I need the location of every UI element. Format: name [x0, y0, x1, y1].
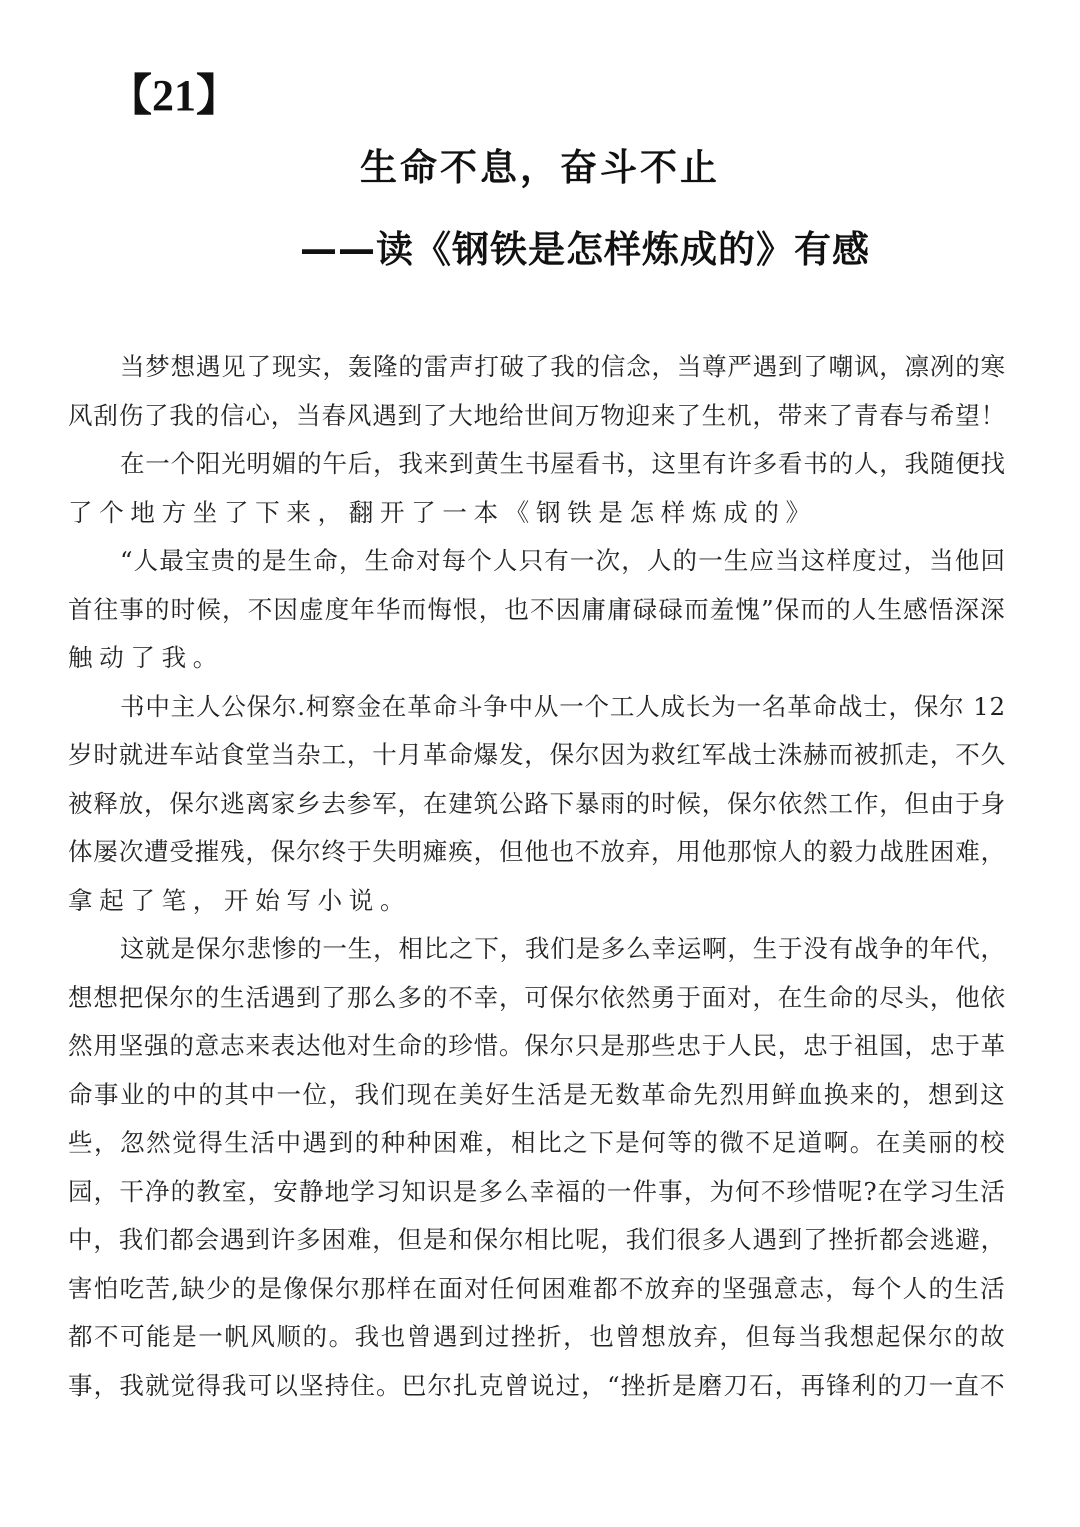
text-line: 想想把保尔的生活遇到了那么多的不幸，可保尔依然勇于面对，在生命的尽头，他依 [68, 982, 1006, 1012]
text-line: 在一个阳光明媚的午后，我来到黄生书屋看书，这里有许多看书的人，我随便找 [120, 449, 1006, 478]
text-line: 害怕吃苦,缺少的是像保尔那样在面对任何困难都不放弃的坚强意志，每个人的生活 [68, 1273, 1006, 1303]
text-line: 书中主人公保尔.柯察金在革命斗争中从一个工人成长为一名革命战士，保尔 12 [120, 691, 1006, 721]
text-line: 被释放，保尔逃离家乡去参军，在建筑公路下暴雨的时候，保尔依然工作，但由于身 [68, 788, 1006, 818]
text-line: 当梦想遇见了现实，轰隆的雷声打破了我的信念，当尊严遇到了嘲讽，凛冽的寒 [120, 352, 1006, 381]
text-line: 这就是保尔悲惨的一生，相比之下，我们是多么幸运啊，生于没有战争的年代， [120, 934, 1006, 963]
text-line: 首往事的时候，不因虚度年华而悔恨，也不因庸庸碌碌而羞愧”保而的人生感悟深深 [68, 594, 1006, 624]
essay-subtitle: ——读《钢铁是怎样炼成的》有感 [300, 228, 870, 271]
essay-title: 生命不息，奋斗不止 [360, 146, 720, 189]
text-line: 命事业的中的其中一位，我们现在美好生活是无数革命先烈用鲜血换来的，想到这 [68, 1079, 1006, 1109]
text-line: “人最宝贵的是生命，生命对每个人只有一次，人的一生应当这样度过，当他回 [120, 546, 1006, 575]
text-line: 都不可能是一帆风顺的。我也曾遇到过挫折，也曾想放弃，但每当我想起保尔的故 [68, 1322, 1006, 1351]
text-line: 了个地方坐了下来，翻开了一本《钢铁是怎样炼成的》 [68, 497, 817, 527]
text-line: 园，干净的教室，安静地学习知识是多么幸福的一件事，为何不珍惜呢?在学习生活 [68, 1176, 1006, 1206]
text-line: 事，我就觉得我可以坚持住。巴尔扎克曾说过，“挫折是磨刀石，再锋利的刀一直不 [68, 1370, 1006, 1400]
text-line: 岁时就进车站食堂当杂工，十月革命爆发，保尔因为救红军战士洙赫而被抓走，不久 [68, 740, 1006, 769]
essay-body [68, 343, 1006, 1410]
text-line: 然用坚强的意志来表达他对生命的珍惜。保尔只是那些忠于人民，忠于祖国，忠于革 [68, 1031, 1006, 1060]
text-line: 体屡次遭受摧残，保尔终于失明瘫痪，但他也不放弃，用他那惊人的毅力战胜困难， [68, 837, 1006, 866]
text-line: 中，我们都会遇到许多困难，但是和保尔相比呢，我们很多人遇到了挫折都会逃避， [68, 1225, 1006, 1254]
text-line: 触动了我。 [68, 643, 224, 672]
essay-number: 【21】 [108, 71, 240, 120]
text-line: 风刮伤了我的信心，当春风遇到了大地给世间万物迎来了生机，带来了青春与希望！ [68, 400, 1006, 430]
text-line: 些，忽然觉得生活中遇到的种种困难，相比之下是何等的微不足道啊。在美丽的校 [68, 1128, 1006, 1157]
text-line: 拿起了笔，开始写小说。 [68, 885, 412, 915]
